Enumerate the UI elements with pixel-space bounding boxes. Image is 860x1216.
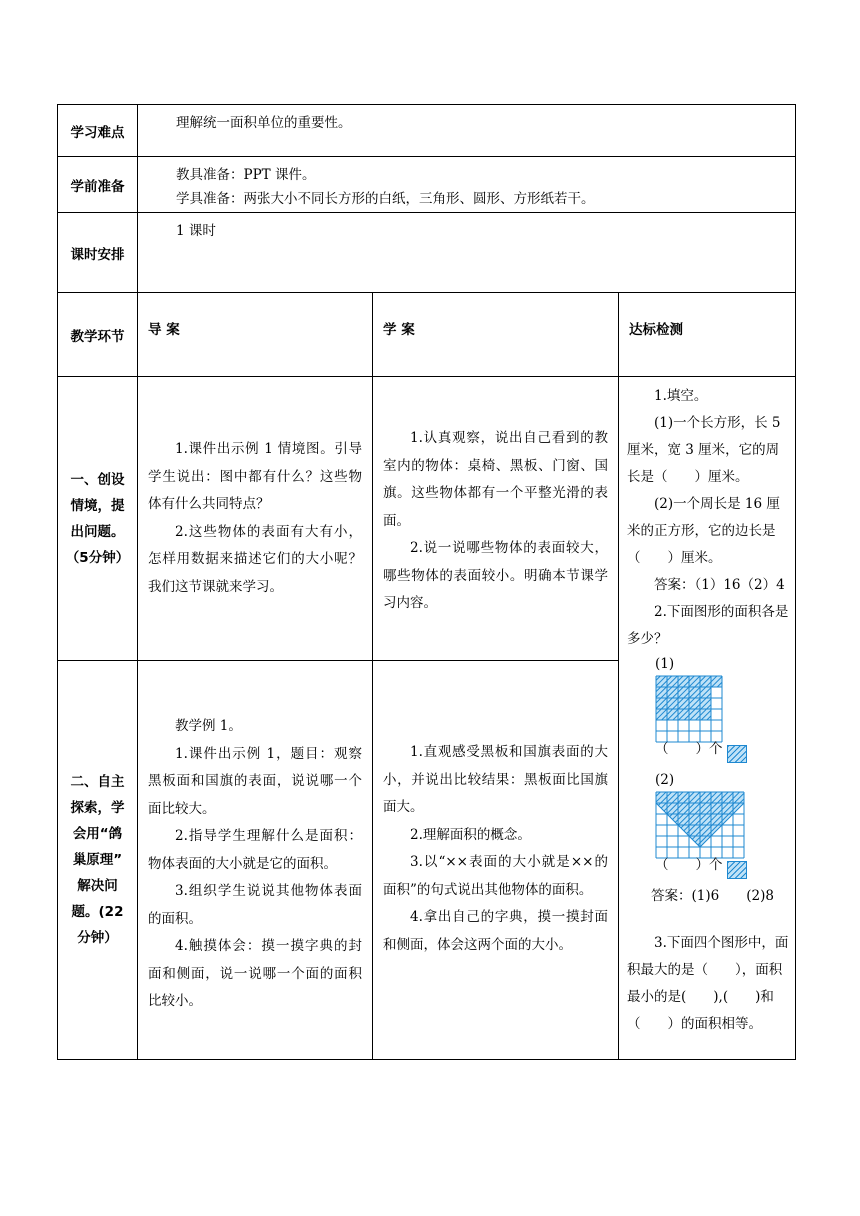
section1-guide-para: 2.这些物体的表面有大有小，怎样用数据来描述它们的大小呢？我们这节课就来学习。 [148,523,362,595]
header-study: 学 案 [373,293,619,377]
section2-guide-para: 2.指导学生理解什么是面积：物体表面的大小就是它的面积。 [148,828,362,872]
schedule-text: 1 课时 [138,213,796,293]
fig2-blank: （ ）个 [655,857,723,873]
section1-stage [58,377,138,661]
fig1-blank: （ ）个 [655,741,723,757]
difficulty-text: 理解统一面积单位的重要性。 [138,105,796,157]
section2-study-para: 3.以“××表面的大小就是××的面积”的句式说出其他物体的面积。 [383,854,608,898]
fig2-grid [655,791,789,859]
section1-study-para: 2.说一说哪些物体的表面较大，哪些物体的表面较小。明确本节课学习内容。 [383,540,608,611]
section2-stage-line: 探索，学 [70,800,125,816]
q3-text: 3.下面四个图形中，面积最大的是（ ），面积最小的是( ),( )和（ ）的面积相等。 [627,935,789,1032]
fig1-answer-row [655,743,789,763]
fig2-answer-row [655,859,789,879]
q1-part-a: (1)一个长方形，长 5 厘米，宽 3 厘米，它的周长是（ ）厘米。 [627,415,781,485]
section2-stage-line: 会用“鸽 [72,826,123,842]
section2-guide-para: 3.组织学生说说其他物体表面的面积。 [148,883,362,927]
section1-stage-line: 情境，提 [70,497,125,514]
section2-guide [138,661,373,1060]
row-header [58,293,796,377]
section1-study-para: 1.认真观察，说出自己看到的教室内的物体：桌椅、黑板、门窗、国旗。这些物体都有一个平整光滑的表面。 [383,430,608,529]
section2-stage-line: 分钟） [77,930,118,946]
section2-study-para: 4.拿出自己的字典，摸一摸封面和侧面，体会这两个面的大小。 [383,909,608,953]
section1-stage-line: （5分钟） [65,549,130,566]
header-stage: 教学环节 [58,293,138,377]
unit-square-icon [727,745,747,763]
q2-title: 2.下面图形的面积各是多少？ [627,604,789,647]
row-section-1 [58,377,796,661]
q1-part-b: (2)一个周长是 16 厘米的正方形，它的边长是（ ）厘米。 [627,496,780,566]
section1-guide [138,377,373,661]
unit-square-icon [727,861,747,879]
fig1-label: (1) [655,656,675,672]
schedule-label: 课时安排 [58,213,138,293]
check-column [619,377,796,1060]
row-schedule [58,213,796,293]
fig1-grid [655,675,789,743]
section2-study-para: 2.理解面积的概念。 [410,826,531,843]
preparation-text [138,157,796,213]
preparation-line-2: 学具准备：两张大小不同长方形的白纸，三角形、圆形、方形纸若干。 [176,191,595,207]
row-difficulty [58,105,796,157]
q1-answer: 答案：（1）16（2）4 [654,577,785,593]
preparation-label: 学前准备 [58,157,138,213]
section2-guide-para: 4.触摸体会：摸一摸字典的封面和侧面，说一说哪一个面的面积比较小。 [148,938,362,1009]
header-check: 达标检测 [619,293,796,377]
section2-study-para: 1.直观感受黑板和国旗表面的大小，并说出比较结果：黑板面比国旗面大。 [383,744,608,815]
section2-stage [58,661,138,1060]
preparation-line-1: 教具准备：PPT 课件。 [176,167,316,183]
section2-guide-para: 教学例 1。 [175,718,242,734]
lesson-plan-table [57,104,796,1060]
section1-stage-line: 出问题。 [70,523,125,540]
difficulty-label: 学习难点 [58,105,138,157]
fig2-label: (2) [655,772,675,788]
section2-stage-line: 巢原理” [72,852,123,868]
q2-answer: 答案：(1)6 (2)8 [651,888,774,904]
section2-stage-line: 二、自主 [70,774,125,790]
section2-guide-para: 1.课件出示例 1，题目：观察黑板面和国旗的表面，说说哪一个面比较大。 [148,745,362,817]
section2-stage-line: 题。(22 [71,904,124,920]
header-guide: 导 案 [138,293,373,377]
section2-study [373,661,619,1060]
section1-stage-line: 一、创设 [70,471,125,488]
section2-stage-line: 解决问 [77,878,118,894]
section1-study [373,377,619,661]
q1-title: 1.填空。 [654,388,708,404]
row-preparation [58,157,796,213]
section1-guide-para: 1.课件出示例 1 情境图。引导学生说出：图中都有什么？这些物体有什么共同特点？ [148,441,362,512]
